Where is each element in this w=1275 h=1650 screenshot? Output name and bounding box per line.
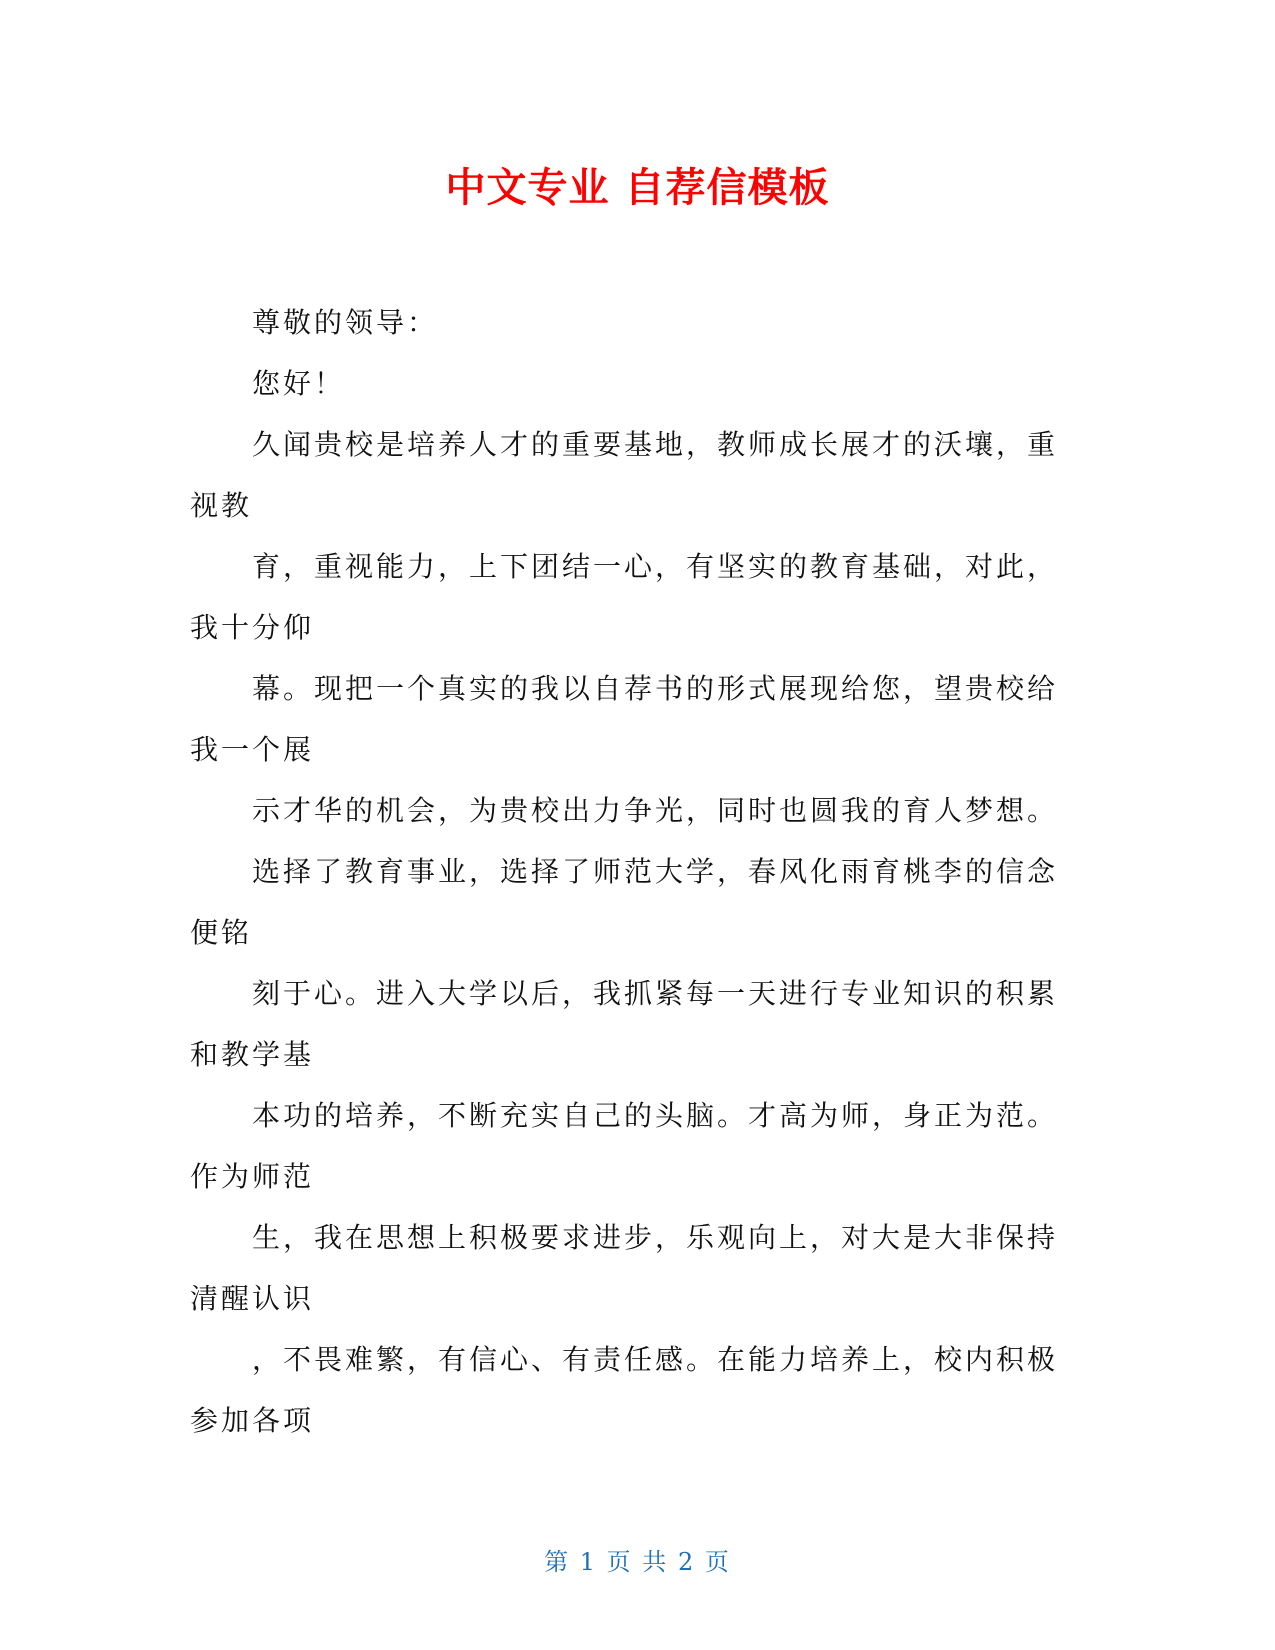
- paragraph-line: 生，我在思想上积极要求进步，乐观向上，对大是大非保持: [252, 1221, 1059, 1254]
- paragraph-line: 我十分仰: [190, 611, 315, 644]
- paragraph-line: 幕。现把一个真实的我以自荐书的形式展现给您，望贵校给: [252, 672, 1059, 705]
- paragraph-line: ，不畏难繁，有信心、有责任感。在能力培养上，校内积极: [252, 1343, 1059, 1376]
- paragraph-line: 作为师范: [190, 1160, 315, 1193]
- document-title: 中文专业 自荐信模板: [445, 165, 830, 211]
- paragraph-line: 本功的培养，不断充实自己的头脑。才高为师，身正为范。: [252, 1099, 1059, 1132]
- paragraph-line: 育，重视能力，上下团结一心，有坚实的教育基础，对此，: [252, 550, 1059, 583]
- paragraph-line: 尊敬的领导：: [252, 306, 439, 339]
- paragraph-line: 刻于心。进入大学以后，我抓紧每一天进行专业知识的积累: [252, 977, 1059, 1010]
- paragraph-line: 清醒认识: [190, 1282, 315, 1315]
- paragraph-line: 便铭: [190, 916, 253, 949]
- paragraph-line: 选择了教育事业，选择了师范大学，春风化雨育桃李的信念: [252, 855, 1059, 888]
- letter-body: [190, 292, 1070, 1451]
- paragraph-line: 视教: [190, 489, 253, 522]
- paragraph-line: 示才华的机会，为贵校出力争光，同时也圆我的育人梦想。: [252, 794, 1059, 827]
- paragraph-line: 久闻贵校是培养人才的重要基地，教师成长展才的沃壤，重: [252, 428, 1059, 461]
- paragraph-line: 参加各项: [190, 1404, 315, 1437]
- paragraph-line: 我一个展: [190, 733, 315, 766]
- page-number-footer: 第 1 页 共 2 页: [544, 1548, 731, 1576]
- paragraph-line: 您好！: [252, 367, 346, 400]
- paragraph-line: 和教学基: [190, 1038, 315, 1071]
